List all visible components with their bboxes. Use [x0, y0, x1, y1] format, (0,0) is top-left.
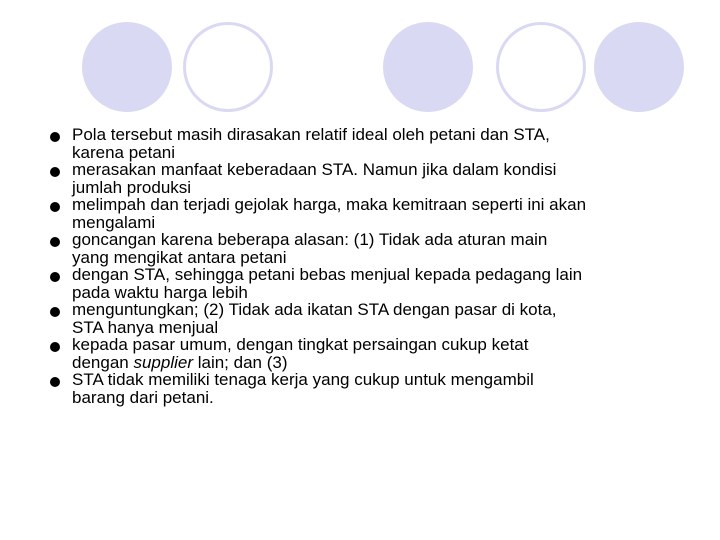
decorative-circles — [0, 22, 720, 122]
bullet-item — [48, 161, 688, 196]
bullet-text-line: kepada pasar umum, dengan tingkat persaingan cukup ketat — [72, 335, 529, 354]
bullet-text-line: menguntungkan; (2) Tidak ada ikatan STA dengan pasar di kota, — [72, 300, 557, 319]
bullet-text-line: merasakan manfaat keberadaan STA. Namun jika dalam kondisi — [72, 160, 557, 179]
bullet-text-line: karena petani — [72, 143, 176, 162]
bullet-text-line: STA hanya menjual — [72, 318, 219, 337]
bullet-text-line: barang dari petani. — [72, 388, 214, 407]
bullet-item — [48, 301, 688, 336]
bullet-icon — [50, 237, 60, 247]
decorative-circle-filled — [594, 22, 684, 112]
decorative-circle-filled — [82, 22, 172, 112]
decorative-circle-filled — [383, 22, 473, 112]
bullet-icon — [50, 132, 60, 142]
bullet-text-line: mengalami — [72, 213, 156, 232]
bullet-list — [48, 126, 688, 406]
bullet-icon — [50, 342, 60, 352]
bullet-text-line: melimpah dan terjadi gejolak harga, maka kemitraan seperti ini akan — [72, 195, 587, 214]
bullet-item — [48, 196, 688, 231]
bullet-text-segment: dengan — [72, 353, 134, 372]
bullet-item — [48, 231, 688, 266]
bullet-text-line: jumlah produksi — [72, 178, 192, 197]
bullet-icon — [50, 307, 60, 317]
bullet-text-line: pada waktu harga lebih — [72, 283, 248, 302]
bullet-text-line: dengan STA, sehingga petani bebas menjual kepada pedagang lain — [72, 265, 583, 284]
bullet-text-segment: lain; dan (3) — [193, 353, 288, 372]
bullet-icon — [50, 167, 60, 177]
bullet-item — [48, 266, 688, 301]
bullet-item — [48, 336, 688, 371]
bullet-text-line: yang mengikat antara petani — [72, 248, 287, 267]
bullet-item — [48, 126, 688, 161]
decorative-circle-outline — [183, 22, 273, 112]
bullet-text-line: Pola tersebut masih dirasakan relatif ideal oleh petani dan STA, — [72, 125, 550, 144]
bullet-icon — [50, 202, 60, 212]
bullet-icon — [50, 377, 60, 387]
bullet-icon — [50, 272, 60, 282]
bullet-text-line — [72, 354, 688, 371]
bullet-text-line: goncangan karena beberapa alasan: (1) Tidak ada aturan main — [72, 230, 548, 249]
bullet-text-line: STA tidak memiliki tenaga kerja yang cukup untuk mengambil — [72, 370, 534, 389]
decorative-circle-outline — [496, 22, 586, 112]
bullet-item — [48, 371, 688, 406]
bullet-text-emphasis: supplier — [133, 353, 193, 372]
